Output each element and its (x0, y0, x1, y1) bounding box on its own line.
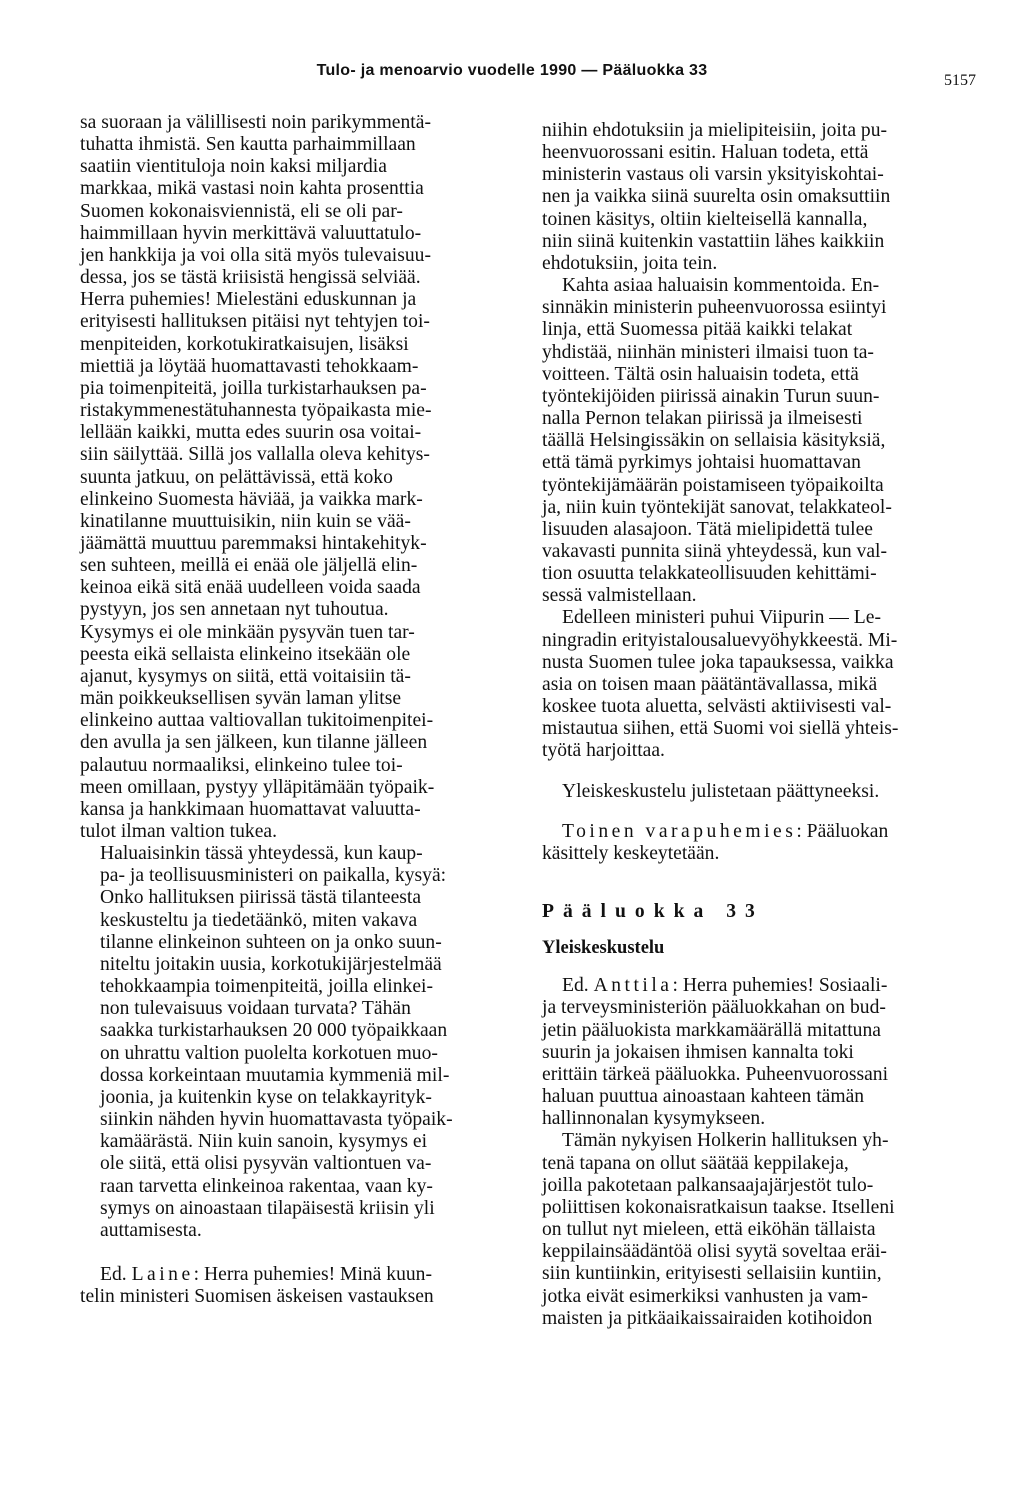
text-line: elinkeino Suomesta häviää, ja vaikka mark- (80, 488, 423, 510)
running-header: Tulo- ja menoarvio vuodelle 1990 — Pääluokka 33 (316, 62, 708, 79)
text-line: den avulla ja sen jälkeen, kun tilanne jälleen (80, 732, 428, 754)
text-line: dessa, jos se tästä kriisistä hengissä selviää. (80, 267, 421, 289)
text-line: kinatilanne muuttuisikin, niin kuin se vää- (80, 510, 411, 532)
section-subheading: Yleiskeskustelu (542, 938, 665, 959)
text-line: keskusteltu ja tiedetäänkö, miten vakava (100, 909, 418, 931)
paragraph (542, 607, 994, 762)
paragraph (542, 120, 994, 275)
text-line: toinen käsitys, oltiin kielteisellä kannalla, (542, 208, 868, 230)
text-line: joonia, ja kuitenkin kyse on telakkayrityk- (100, 1086, 432, 1108)
text-line: koskee tuota aluetta, selvästi aktiivisesti val- (542, 696, 892, 718)
text-line: ningradin erityistalousaluevyöhykkeestä. Mi- (542, 629, 898, 651)
paragraph-speaker-chair (542, 821, 994, 865)
text-line: jen hankkija ja voi olla sitä myös tulevaisuu- (80, 244, 431, 266)
page-number: 5157 (944, 72, 976, 89)
text-line: asia on toisen maan päätäntävallassa, mikä (542, 673, 878, 695)
text-line: niin siinä kuitenkin vastattiin lähes kaikkiin (542, 230, 885, 252)
text-line: Tämän nykyisen Holkerin hallituksen yh- (562, 1130, 889, 1152)
paragraph (80, 112, 518, 843)
text-line: sa suoraan ja välillisesti noin parikymmentä- (80, 112, 431, 133)
section-heading: Pääluokka 33 (542, 901, 764, 922)
text-line: sen suhteen, meillä ei enää ole jäljellä elin- (80, 555, 418, 577)
text-line: poliittisen kokonaisratkaisun taakse. Itselleni (542, 1196, 895, 1218)
text-line: erityisesti hallituksen pitäisi nyt tehtyjen toi- (80, 311, 430, 333)
text-line: ajanut, kysymys on siitä, että voitaisiin tä- (80, 665, 411, 687)
text-line: ristakymmenestätuhannesta työpaikasta mie- (80, 400, 432, 422)
text-line: ole siitä, että olisi pysyvän valtiontuen va- (100, 1153, 432, 1175)
text-line: työntekijöiden piirissä ainakin Turun suun- (542, 385, 880, 407)
text-line: pa- ja teollisuusministeri on paikalla, kysyä: (100, 865, 447, 887)
paragraph-first-line: Ed. Anttila: Herra puhemies! Sosiaali- (562, 975, 888, 997)
text-line: tenä tapana on ollut säätää keppilakeja, (542, 1152, 849, 1174)
text-line: dossa korkeintaan muutamia kymmeniä mil- (100, 1064, 450, 1086)
text-line: mistautua siihen, että Suomi voi siellä yhteis- (542, 718, 899, 740)
text-line: työtä harjoittaa. (542, 740, 665, 762)
speaker-name: Anttila (593, 975, 673, 997)
text-line: hallinnonalan kysymykseen. (542, 1108, 766, 1130)
text-line: sinnäkin ministerin puheenvuorossa esiintyi (542, 297, 887, 319)
text-line: joilla pakotetaan palkansaajajärjestöt tulo- (542, 1174, 874, 1196)
text-line: menpiteiden, korkotukiratkaisujen, lisäksi (80, 333, 409, 355)
paragraph (542, 1130, 994, 1329)
text-line: maisten ja pitkäaikaissairaiden kotihoidon (542, 1307, 873, 1329)
paragraph-first-line: Toinen varapuhemies: Pääluokan (562, 820, 889, 842)
paragraph-first-line: Ed. Laine: Herra puhemies! Minä kuun- (100, 1263, 432, 1285)
text-line: suunta jatkuu, on pelättävissä, että koko (80, 466, 393, 488)
text-line: Onko hallituksen piirissä tästä tilanteesta (100, 887, 422, 909)
text-line: tilanne elinkeinon suhteen on ja onko suun- (100, 931, 442, 953)
text-line: niteltu joitakin uusia, korkotukijärjestelmää (100, 953, 442, 975)
text-line: Kahta asiaa haluaisin kommentoida. En- (562, 275, 880, 297)
text-line: heenvuorossani esitin. Haluan todeta, että (542, 142, 869, 164)
text-line: jotka eivät esimerkiksi vanhusten ja vam- (542, 1285, 868, 1307)
text-line: meen omillaan, pystyy ylläpitämään työpaik- (80, 776, 435, 798)
text-line: ja terveysministeriön pääluokkahan on bud- (542, 997, 886, 1019)
text-line: nen ja vaikka siinä suurelta osin omaksuttiin (542, 186, 891, 208)
text-line: erittäin tärkeä pääluokka. Puheenvuorossani (542, 1063, 889, 1085)
text-line: auttamisesta. (100, 1219, 202, 1241)
paragraph-speaker-anttila (542, 975, 994, 1130)
closing-statement: Yleiskeskustelu julistetaan päättyneeksi. (562, 780, 880, 802)
text-line: tuhatta ihmistä. Sen kautta parhaimmillaan (80, 134, 416, 156)
text-line: täällä Helsingissäkin on sellaisia käsityksiä, (542, 430, 886, 452)
text-line: symys on ainoastaan tilapäisestä kriisin yli (100, 1197, 435, 1219)
paragraph (80, 843, 518, 1242)
text-line: linja, että Suomessa pitää kaikki telakat (542, 319, 853, 341)
text-line: nalla Pernon telakan piirissä ja ilmeisesti (542, 408, 863, 430)
text-line: on uhrattu valtion puolelta korkotuen muo- (100, 1042, 438, 1064)
text-line: keppilainsäädäntöä olisi syytä soveltaa eräi- (542, 1241, 887, 1263)
right-column (542, 120, 994, 1330)
text-line: ehdotuksiin, joita tein. (542, 252, 718, 274)
text-line: siinkin nähden hyvin huomattavasta työpaik- (100, 1109, 453, 1131)
text-line: ja, niin kuin työntekijät sanovat, telakkateol- (542, 496, 892, 518)
text-line: jetin pääluokista markkamäärällä mitattuna (542, 1019, 881, 1041)
text-line: keinoa eikä sitä enää uudelleen voida saada (80, 577, 421, 599)
left-column (80, 112, 518, 1308)
text-line: yhdistää, niinhän ministeri ilmaisi tuon ta- (542, 341, 874, 363)
text-line: kansa ja hankkimaan huomattavat valuutta- (80, 798, 421, 820)
text-line: män poikkeuksellisen syvän laman ylitse (80, 688, 402, 710)
speaker-name: Toinen varapuhemies (562, 820, 797, 842)
text-line: ministerin vastaus oli varsin yksityiskohtai- (542, 164, 884, 186)
text-line: Kysymys ei ole minkään pysyvän tuen tar- (80, 621, 415, 643)
text-line: voitteen. Tältä osin haluaisin todeta, että (542, 363, 859, 385)
text-line: jäämättä muuttuu paremmaksi hintakehityk- (80, 532, 427, 554)
text-line: markkaa, mikä vastasi noin kahta prosenttia (80, 178, 424, 200)
text-line: non tulevaisuus voidaan turvata? Tähän (100, 998, 411, 1020)
text-line: käsittely keskeytetään. (542, 842, 720, 864)
text-line: saatiin vientituloja noin kaksi miljardia (80, 156, 387, 178)
paragraph (542, 275, 994, 607)
text-line: lellään kaikki, mutta edes suurin osa voitai- (80, 422, 422, 444)
text-line: Haluaisinkin tässä yhteydessä, kun kaup- (100, 843, 423, 865)
text-line: miettiä ja löytää huomattavasti tehokkaam- (80, 355, 419, 377)
text-line: haluan puuttua ainoastaan kahteen tämän (542, 1086, 865, 1108)
text-line: telin ministeri Suomisen äskeisen vastauksen (80, 1286, 434, 1308)
text-line: Herra puhemies! Mielestäni eduskunnan ja (80, 289, 417, 311)
text-line: raan tarvetta elinkeinoa rakentaa, vaan ky- (100, 1175, 433, 1197)
text-line: pystyyn, jos sen annetaan nyt tuhoutua. (80, 599, 389, 621)
text-line: vakavasti punnita siinä yhteydessä, kun val- (542, 540, 887, 562)
text-line: peesta eikä sellaista elinkeino itsekään ole (80, 643, 411, 665)
text-line: suurin ja jokaisen ihmisen kannalta toki (542, 1041, 854, 1063)
text-line: elinkeino auttaa valtiovallan tukitoimenpitei- (80, 710, 434, 732)
text-line: haimmillaan hyvin merkittävä valuuttatulo- (80, 222, 422, 244)
text-line: palautuu normaaliksi, elinkeino tulee toi- (80, 754, 403, 776)
text-line: tion osuutta telakkateollisuuden kehittämi- (542, 563, 877, 585)
text-line: on tullut nyt mieleen, että eiköhän tällaista (542, 1219, 876, 1241)
text-line: lisuuden alasajoon. Tätä mielipidettä tulee (542, 518, 873, 540)
text-line: työntekijämäärän poistamiseen työpaikoilta (542, 474, 884, 496)
text-line: saakka turkistarhauksen 20 000 työpaikkaan (100, 1020, 448, 1042)
text-line: tehokkaampia toimenpiteitä, joilla elinkei- (100, 976, 433, 998)
speaker-name: Laine (131, 1263, 194, 1285)
text-line: että tämä pyrkimys johtaisi huomattavan (542, 452, 861, 474)
text-line: niihin ehdotuksiin ja mielipiteisiin, joita pu- (542, 120, 888, 141)
text-line: kamäärästä. Niin kuin sanoin, kysymys ei (100, 1131, 428, 1153)
text-line: nusta Suomen tulee joka tapauksessa, vaikka (542, 651, 894, 673)
text-line: tulot ilman valtion tukea. (80, 821, 277, 842)
text-line: pia toimenpiteitä, joilla turkistarhauksen pa- (80, 377, 427, 399)
text-line: siin kuntiinkin, erityisesti sellaisiin kuntiin, (542, 1263, 882, 1285)
text-line: Edelleen ministeri puhui Viipurin — Le- (562, 607, 881, 629)
paragraph-speaker-laine (80, 1264, 518, 1308)
text-line: sessä valmistellaan. (542, 585, 697, 607)
text-line: Suomen kokonaisviennistä, eli se oli par- (80, 200, 403, 222)
text-line: siin säilyttää. Sillä jos vallalla oleva kehitys- (80, 444, 430, 466)
